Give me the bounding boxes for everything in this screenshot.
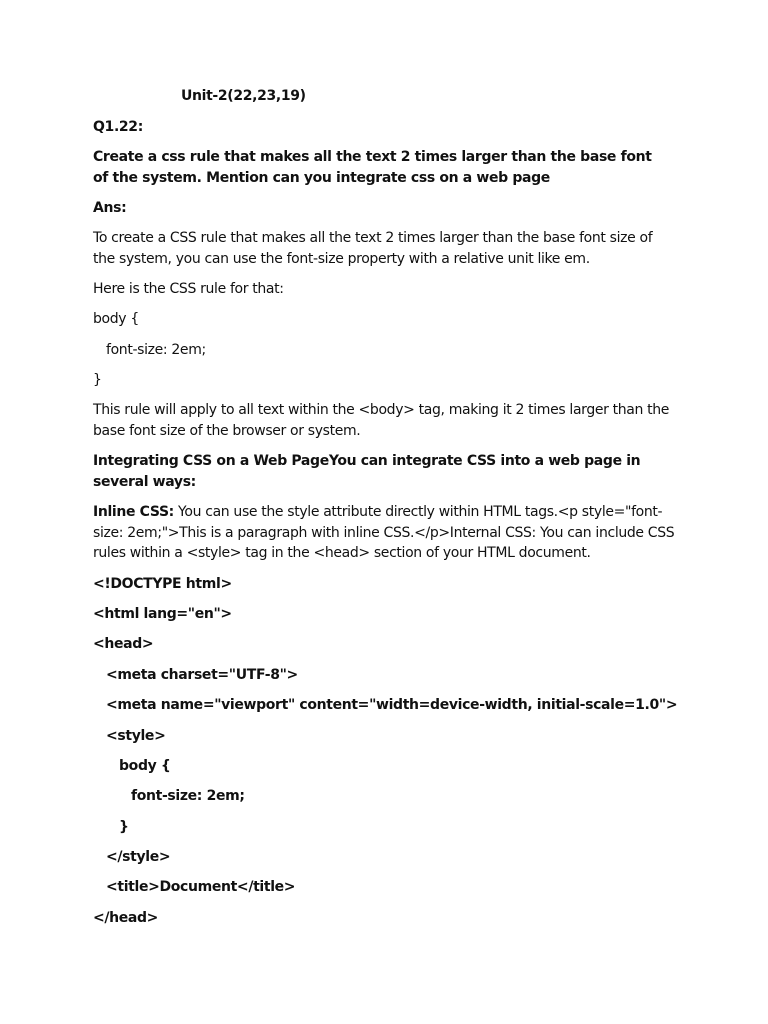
rule-intro: Here is the CSS rule for that:	[93, 281, 284, 297]
inline-css-paragraph	[93, 502, 688, 564]
code-line: }	[119, 819, 129, 835]
code-line: </head>	[93, 910, 159, 926]
unit-title: Unit-2(22,23,19)	[181, 88, 306, 104]
css-rule-line: body {	[93, 311, 139, 327]
inline-css-label: Inline CSS:	[93, 504, 174, 520]
intro-paragraph: To create a CSS rule that makes all the text 2 times larger than the base font size of the system, you can use the font-size property with a relative unit like em.	[93, 230, 657, 267]
code-line: font-size: 2em;	[131, 788, 245, 804]
code-line: body {	[119, 758, 171, 774]
integration-heading: Integrating CSS on a Web PageYou can integrate CSS into a web page in several ways:	[93, 453, 645, 490]
rule-explanation: This rule will apply to all text within the <body> tag, making it 2 times larger than the base font size of the browser or system.	[93, 402, 674, 439]
css-rule-line: }	[93, 372, 102, 388]
code-line: <title>Document</title>	[106, 879, 296, 895]
code-line: <!DOCTYPE html>	[93, 576, 232, 592]
code-line: <head>	[93, 636, 154, 652]
code-line: <html lang="en">	[93, 606, 232, 622]
code-line: <meta charset="UTF-8">	[106, 667, 298, 683]
code-line: <style>	[106, 728, 166, 744]
code-line: <meta name="viewport" content="width=device-width, initial-scale=1.0">	[106, 697, 678, 713]
inline-css-text: You can use the style attribute directly within HTML tags.<p style="font-size: 2em;">This is a paragraph with inline CSS.</p>Internal CSS: You can include CSS rules within a <style> tag in the <head> section of your HTML document.	[93, 504, 679, 561]
css-rule-line: font-size: 2em;	[106, 342, 206, 358]
question-number: Q1.22:	[93, 119, 143, 135]
answer-label: Ans:	[93, 200, 127, 216]
question-text: Create a css rule that makes all the text 2 times larger than the base font of the system. Mention can you integrate css on a web page	[93, 149, 657, 186]
code-line: </style>	[106, 849, 171, 865]
